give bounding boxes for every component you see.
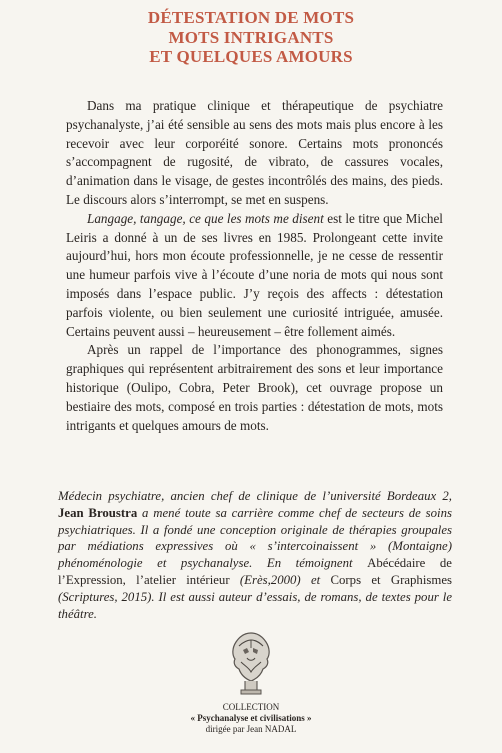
summary-paragraph-2-text: est le titre que Michel Leiris a donné à un de ses livres en 1985. Prolongeant cette invite aujourd’hui, hors mon écoute professionnelle, je ne cesse de ressentir une humeur parfois vive à l’écoute d’une noria de mots qui nous sont imposés dans l’espace public. J’y reçois des affects : détestation parfois violente, ou bien seulement une curiosité intriguée, amusée. Certains peuvent aussi – heureusement – être follement aimés. (66, 210, 443, 339)
title-line-2: MOTS INTRIGANTS (168, 27, 334, 47)
summary-paragraph-2 (66, 210, 443, 342)
title-line-1: DÉTESTATION DE MOTS (147, 8, 355, 27)
author-name: Jean Broustra (58, 505, 138, 520)
book-title-abecedaire: Abécédaire de l’Expression, l’atelier intérieur (58, 556, 452, 587)
bio-text-2: a mené toute sa carrière comme chef de secteurs de soins psychiatriques. Il a fondé une conception originale de thérapies groupales par médiations expressives où « s’intercoinaissent » (Montaigne) phénoménologie et psychanalyse. En témoignent (58, 505, 452, 571)
collection-director: dirigée par Jean NADAL (205, 724, 297, 734)
leiris-book-title: Langage, tangage, ce que les mots me disent (87, 210, 324, 226)
title-line-3: ET QUELQUES AMOURS (149, 47, 353, 66)
collection-emblem-icon (227, 628, 275, 698)
book-title (0, 8, 502, 67)
back-cover-summary (66, 97, 443, 435)
book-title-corps: Corps et Graphismes (330, 572, 452, 587)
summary-paragraph-1: Dans ma pratique clinique et thérapeutique de psychiatre psychanalyste, j’ai été sensible au sens des mots mais plus encore à les recevoir avec leur corporéité sonore. Certains mots prononcés s’accompagnent de rugosité, de vibrato, de cassures vocales, d’animation dans le visage, de gestes incontrôlés des mains, des pieds. Le discours alors s’interrompt, se met en suspens. (66, 98, 443, 207)
collection-info (0, 702, 502, 735)
author-bio (58, 488, 452, 622)
collection-name: « Psychanalyse et civilisations » (190, 713, 312, 723)
bio-text-4: (Scriptures, 2015). Il est aussi auteur d’essais, de romans, de textes pour le théâtre. (58, 589, 452, 621)
summary-paragraph-3: Après un rappel de l’importance des phonogrammes, signes graphiques qui représentent arbitrairement des sons et leur importance historique (Oulipo, Cobra, Peter Brook), cet ouvrage propose un bestiaire des mots, composé en trois parties : détestation de mots, mots intrigants et quelques amours de mots. (66, 342, 443, 433)
bio-text-1: Médecin psychiatre, ancien chef de clinique de l’université Bordeaux 2, (58, 489, 452, 503)
collection-label: COLLECTION (222, 702, 280, 712)
bio-text-3: (Erès,2000) et (229, 572, 331, 587)
